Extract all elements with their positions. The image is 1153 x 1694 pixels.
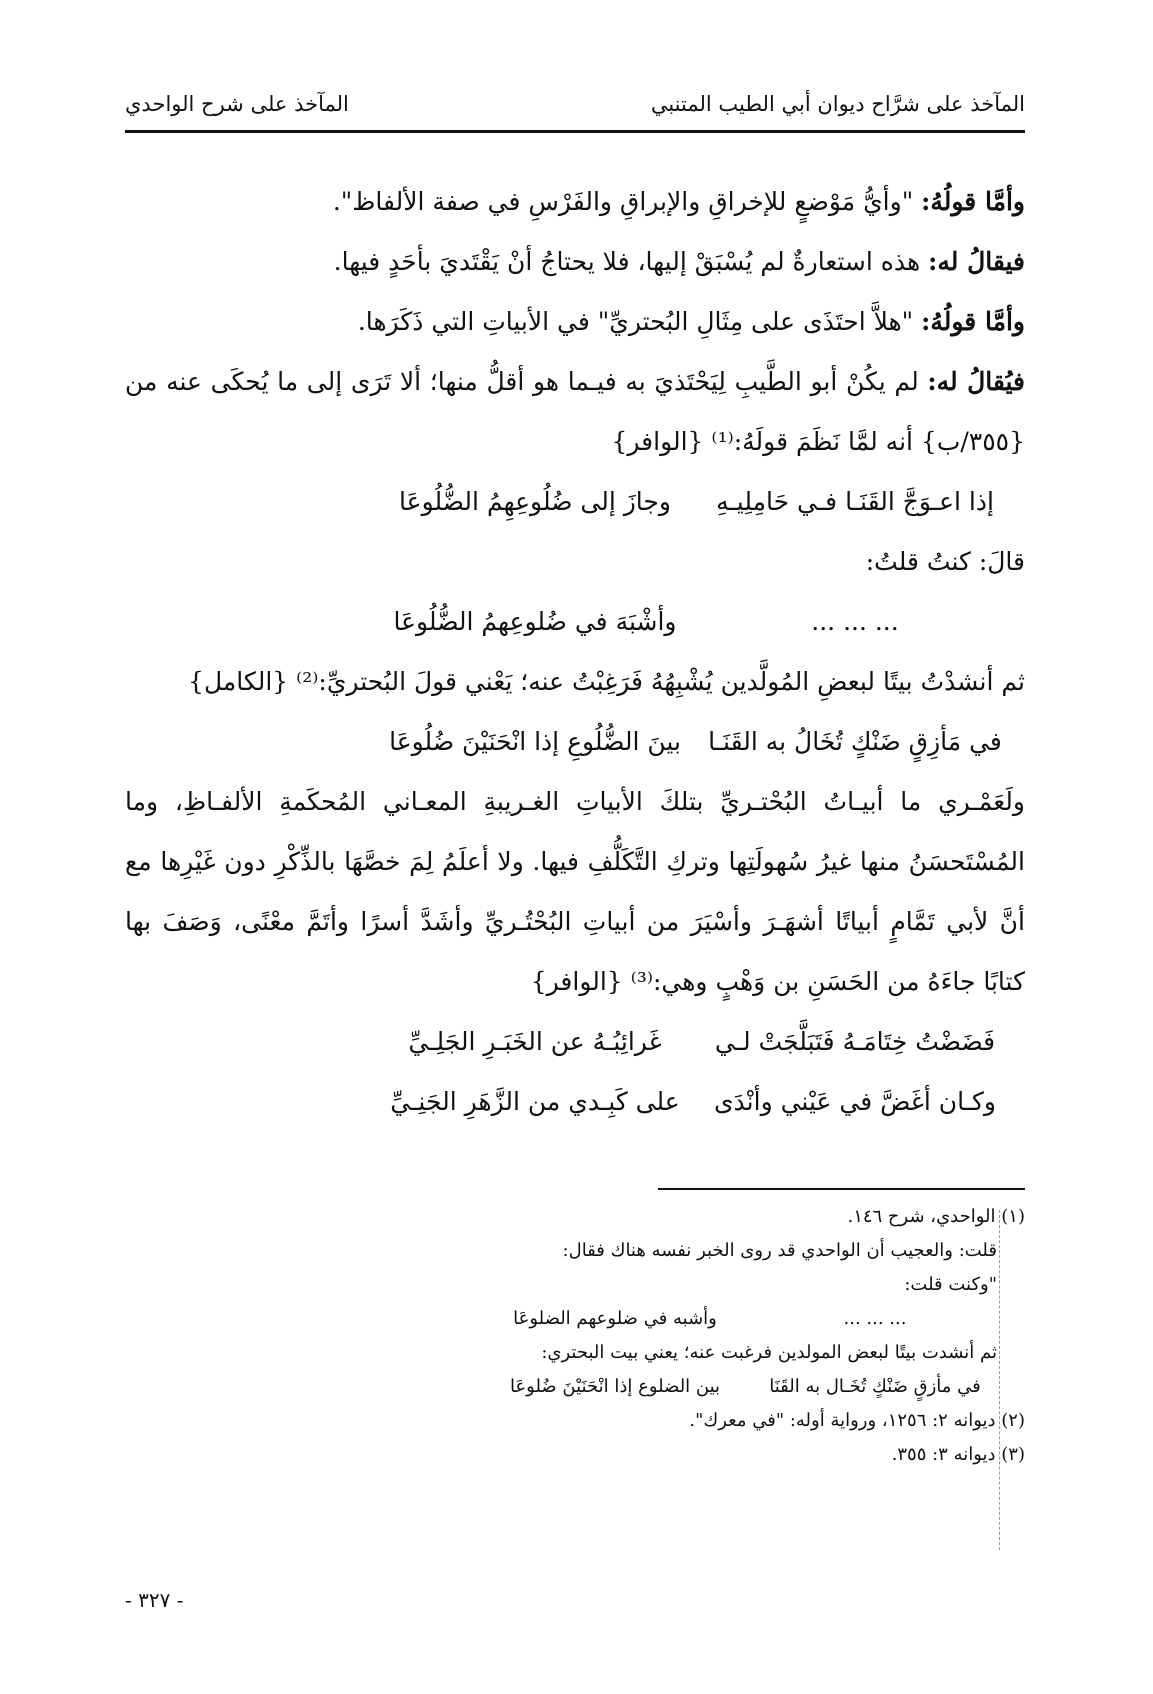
footnote-verse bbox=[125, 1302, 1025, 1336]
paragraph-1 bbox=[125, 172, 1025, 232]
page-number: - ٣٢٧ - bbox=[125, 1588, 184, 1612]
verse-second-hemistich: وجازَ إلى ضُلُوعِهِمُ الضُّلُوعَا bbox=[399, 487, 671, 516]
paragraph-lead: فيُقالُ له: bbox=[927, 367, 1026, 396]
paragraph-7: ولَعَمْـري ما أبيـاتُ البُحْتـريِّ بتلكَ الأبياتِ الغـريبةِ المعـاني المُحكَمةِ الألفـاظِ، وما المُسْتَحسَنُ منها غيرُ سُهولَتِها وتركِ التَّكَلُّفِ فيها. ولا أعلَمُ لِمَ خصَّهَا بالذِّكْرِ دون غَيْرِها مع أنَّ لأبي تَمَّامٍ أبياتًا أشهَـرَ وأسْيَرَ من أبياتِ البُحْتُـريِّ وأشَدَّ أسرًا وأتَمَّ معْنًى، وَصَفَ بها كتابًا جاءَهُ من الحَسَنِ بن وَهْبٍ وهي:⁽³⁾ {الوافر} bbox=[125, 787, 1025, 996]
verse-second-hemistich: غَرائِبُـهُ عن الخَبَـرِ الجَلِـيِّ bbox=[408, 1027, 662, 1056]
paragraph-lead: وأمَّا قولُهُ: bbox=[921, 307, 1025, 336]
verse-first-hemistich: في مأزقٍ ضَنْكٍ تُخَـال به القَنَا bbox=[769, 1376, 981, 1397]
running-header bbox=[125, 92, 1025, 132]
text-cursor-guide bbox=[999, 1210, 1001, 1550]
verse-second-hemistich: وأشْبَهَ في ضُلوعِهمُ الضُّلُوعَا bbox=[393, 607, 677, 636]
main-text bbox=[125, 172, 1025, 1132]
paragraph-text: هذه استعارةٌ لم يُسْبَقْ إليها، فلا يحتاجُ أنْ يَقْتَديَ بأحَدٍ فيها. bbox=[333, 247, 921, 276]
verse-first-hemistich: في مَأزِقٍ ضَنْكٍ تُخَالُ به القَنَـا bbox=[708, 727, 1002, 756]
paragraph-5: قالَ: كنتُ قلتُ: bbox=[865, 547, 1025, 576]
footnotes bbox=[125, 1200, 1025, 1472]
footnote-2: (٢) ديوانه ٢: ١٢٥٦، ورواية أوله: "في معرك". bbox=[689, 1410, 1025, 1431]
verse-line bbox=[125, 1072, 1025, 1132]
paragraph-text: "هلاَّ احتَذَى على مِثَالِ البُحتريِّ" في الأبياتِ التي ذَكَرَها. bbox=[357, 307, 914, 336]
verse-second-hemistich: بين الضلوع إذا انْحَنَيْنَ ضُلوعَا bbox=[509, 1376, 721, 1397]
header-section-title: المآخذ على شرح الواحدي bbox=[125, 92, 349, 116]
paragraph-3 bbox=[125, 292, 1025, 352]
footnote-text: قلت: والعجيب أن الواحدي قد روى الخبر نفسه هناك فقال: bbox=[562, 1240, 997, 1261]
footnote-text: ثم أنشدت بيتًا لبعض المولدين فرغبت عنه؛ يعني بيت البحتري: bbox=[541, 1342, 997, 1363]
verse-second-hemistich: وأشبه في ضلوعهم الضلوعَا bbox=[513, 1308, 717, 1329]
verse-line bbox=[125, 592, 1025, 652]
paragraph-lead: وأمَّا قولُهُ: bbox=[921, 187, 1025, 216]
header-book-title: المآخذ على شرَّاح ديوان أبي الطيب المتنبي bbox=[650, 92, 1025, 116]
verse-first-hemistich: وكـان أغَضَّ في عَيْني وأنْدَى bbox=[713, 1087, 996, 1116]
paragraph-text: لم يكُنْ أبو الطَّيبِ لِيَحْتَذيَ به فيـما هو أقلُّ منها؛ ألا تَرَى إلى ما يُحكَى عنه من {٣٥٥/ب} أنه لمَّا نَظَمَ قولَهُ:⁽¹⁾ {الوافر} bbox=[125, 367, 1025, 456]
paragraph-lead: فيقالُ له: bbox=[928, 247, 1025, 276]
verse-second-hemistich: على كَبِـدي من الزَّهَرِ الجَنِـيِّ bbox=[390, 1087, 680, 1116]
paragraph-2 bbox=[125, 232, 1025, 292]
verse-first-hemistich: فَضَضْتُ خِتَامَـهُ فَتَبَلَّجَتْ لـي bbox=[714, 1027, 996, 1056]
verse-first-hemistich: ... ... ... bbox=[811, 607, 899, 636]
footnote-rule bbox=[658, 1188, 1025, 1190]
footnote-1: (١) الواحدي، شرح ١٤٦. bbox=[847, 1206, 1025, 1227]
verse-first-hemistich: ... ... ... bbox=[843, 1308, 907, 1329]
header-rule bbox=[125, 130, 1025, 133]
verse-line bbox=[125, 712, 1025, 772]
paragraph-4 bbox=[125, 352, 1025, 472]
footnote-3: (٣) ديوانه ٣: ٣٥٥. bbox=[891, 1444, 1025, 1465]
verse-second-hemistich: بينَ الضُّلُوعِ إذا انْحَنَيْنَ ضُلُوعَا bbox=[389, 727, 681, 756]
footnote-verse bbox=[125, 1370, 1025, 1404]
verse-line bbox=[125, 1012, 1025, 1072]
verse-line bbox=[125, 472, 1025, 532]
paragraph-text: "وأيُّ مَوْضعٍ للإخراقِ والإبراقِ والفَرْسِ في صفة الألفاظ". bbox=[332, 187, 914, 216]
paragraph-6: ثم أنشدْتُ بيتًا لبعضِ المُولَّدين يُشْبِهُهُ فَرَغِبْتُ عنه؛ يَعْني قولَ البُحتريِّ:⁽²⁾ {الكامل} bbox=[188, 667, 1025, 696]
footnote-text: "وكنت قلت: bbox=[904, 1274, 997, 1295]
verse-first-hemistich: إذا اعـوَجَّ القَنَـا فـي حَامِلِيـهِ bbox=[716, 487, 994, 516]
